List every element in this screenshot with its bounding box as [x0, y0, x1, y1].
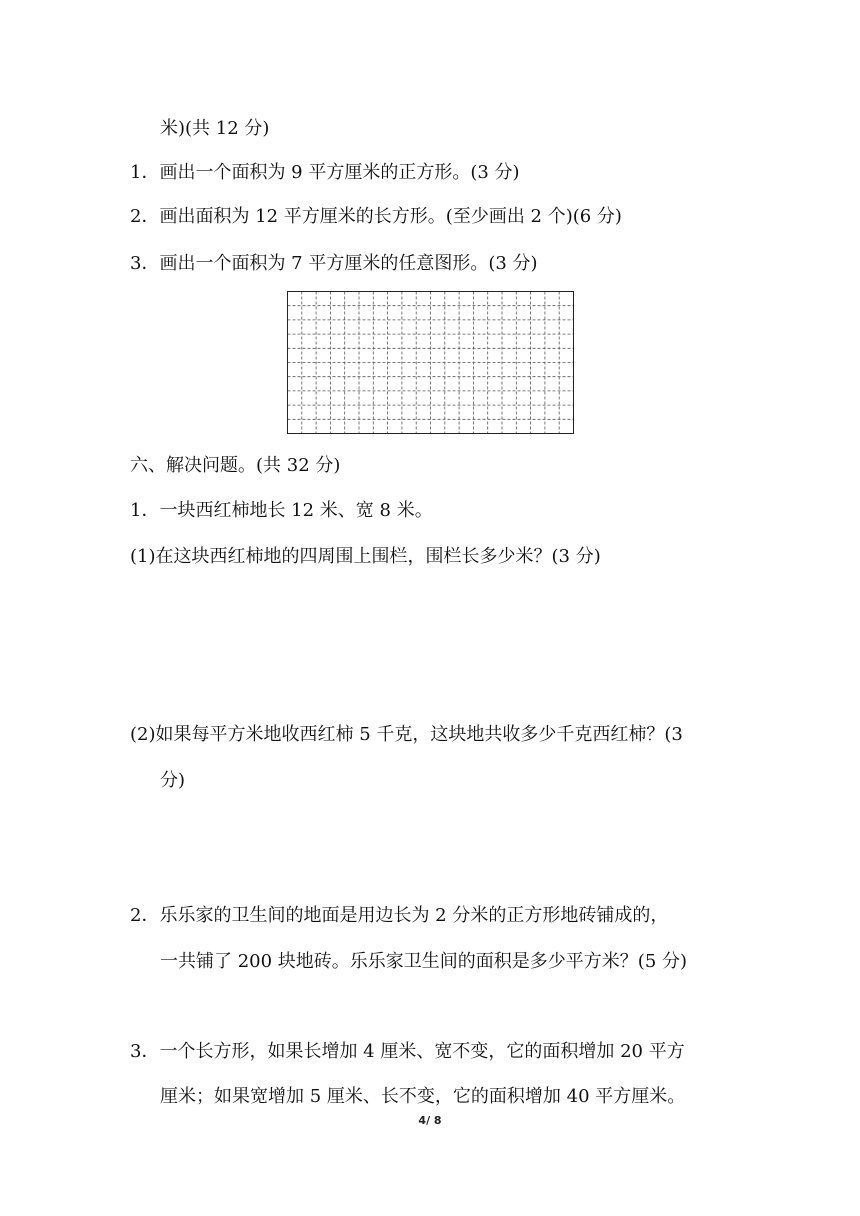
- section6-question-2-line-1: 2．乐乐家的卫生间的地面是用边长为 2 分米的正方形地砖铺成的，: [130, 905, 669, 926]
- section6-question-3-line-2: 厘米；如果宽增加 5 厘米、长不变，它的面积增加 40 平方厘米。: [160, 1086, 686, 1107]
- section6-question-2-line-2: 一共铺了 200 块地砖。乐乐家卫生间的面积是多少平方米？(5 分): [160, 951, 688, 972]
- grid-lines: [287, 291, 574, 434]
- section6-question-3-line-1: 3．一个长方形，如果长增加 4 厘米、宽不变，它的面积增加 20 平方: [130, 1041, 685, 1062]
- section5-continued-header: 米)(共 12 分): [160, 118, 270, 139]
- section6-question-1-stem: 1．一块西红柿地长 12 米、宽 8 米。: [130, 500, 433, 521]
- page-number: 4/ 8: [418, 1114, 442, 1127]
- section6-question-1-part-1: (1)在这块西红柿地的四周围上围栏，围栏长多少米？(3 分): [130, 546, 601, 567]
- section5-question-1: 1．画出一个面积为 9 平方厘米的正方形。(3 分): [130, 162, 520, 183]
- section6-question-1-part-2-line-1: (2)如果每平方米地收西红柿 5 千克，这块地共收多少千克西红柿？(3: [130, 724, 683, 745]
- drawing-grid[interactable]: [287, 291, 574, 434]
- section6-question-1-part-2-line-2: 分): [160, 770, 186, 791]
- section5-question-2: 2．画出面积为 12 平方厘米的长方形。(至少画出 2 个)(6 分): [130, 206, 622, 227]
- section5-question-3: 3．画出一个面积为 7 平方厘米的任意图形。(3 分): [130, 253, 538, 274]
- section6-header: 六、解决问题。(共 32 分): [130, 455, 341, 476]
